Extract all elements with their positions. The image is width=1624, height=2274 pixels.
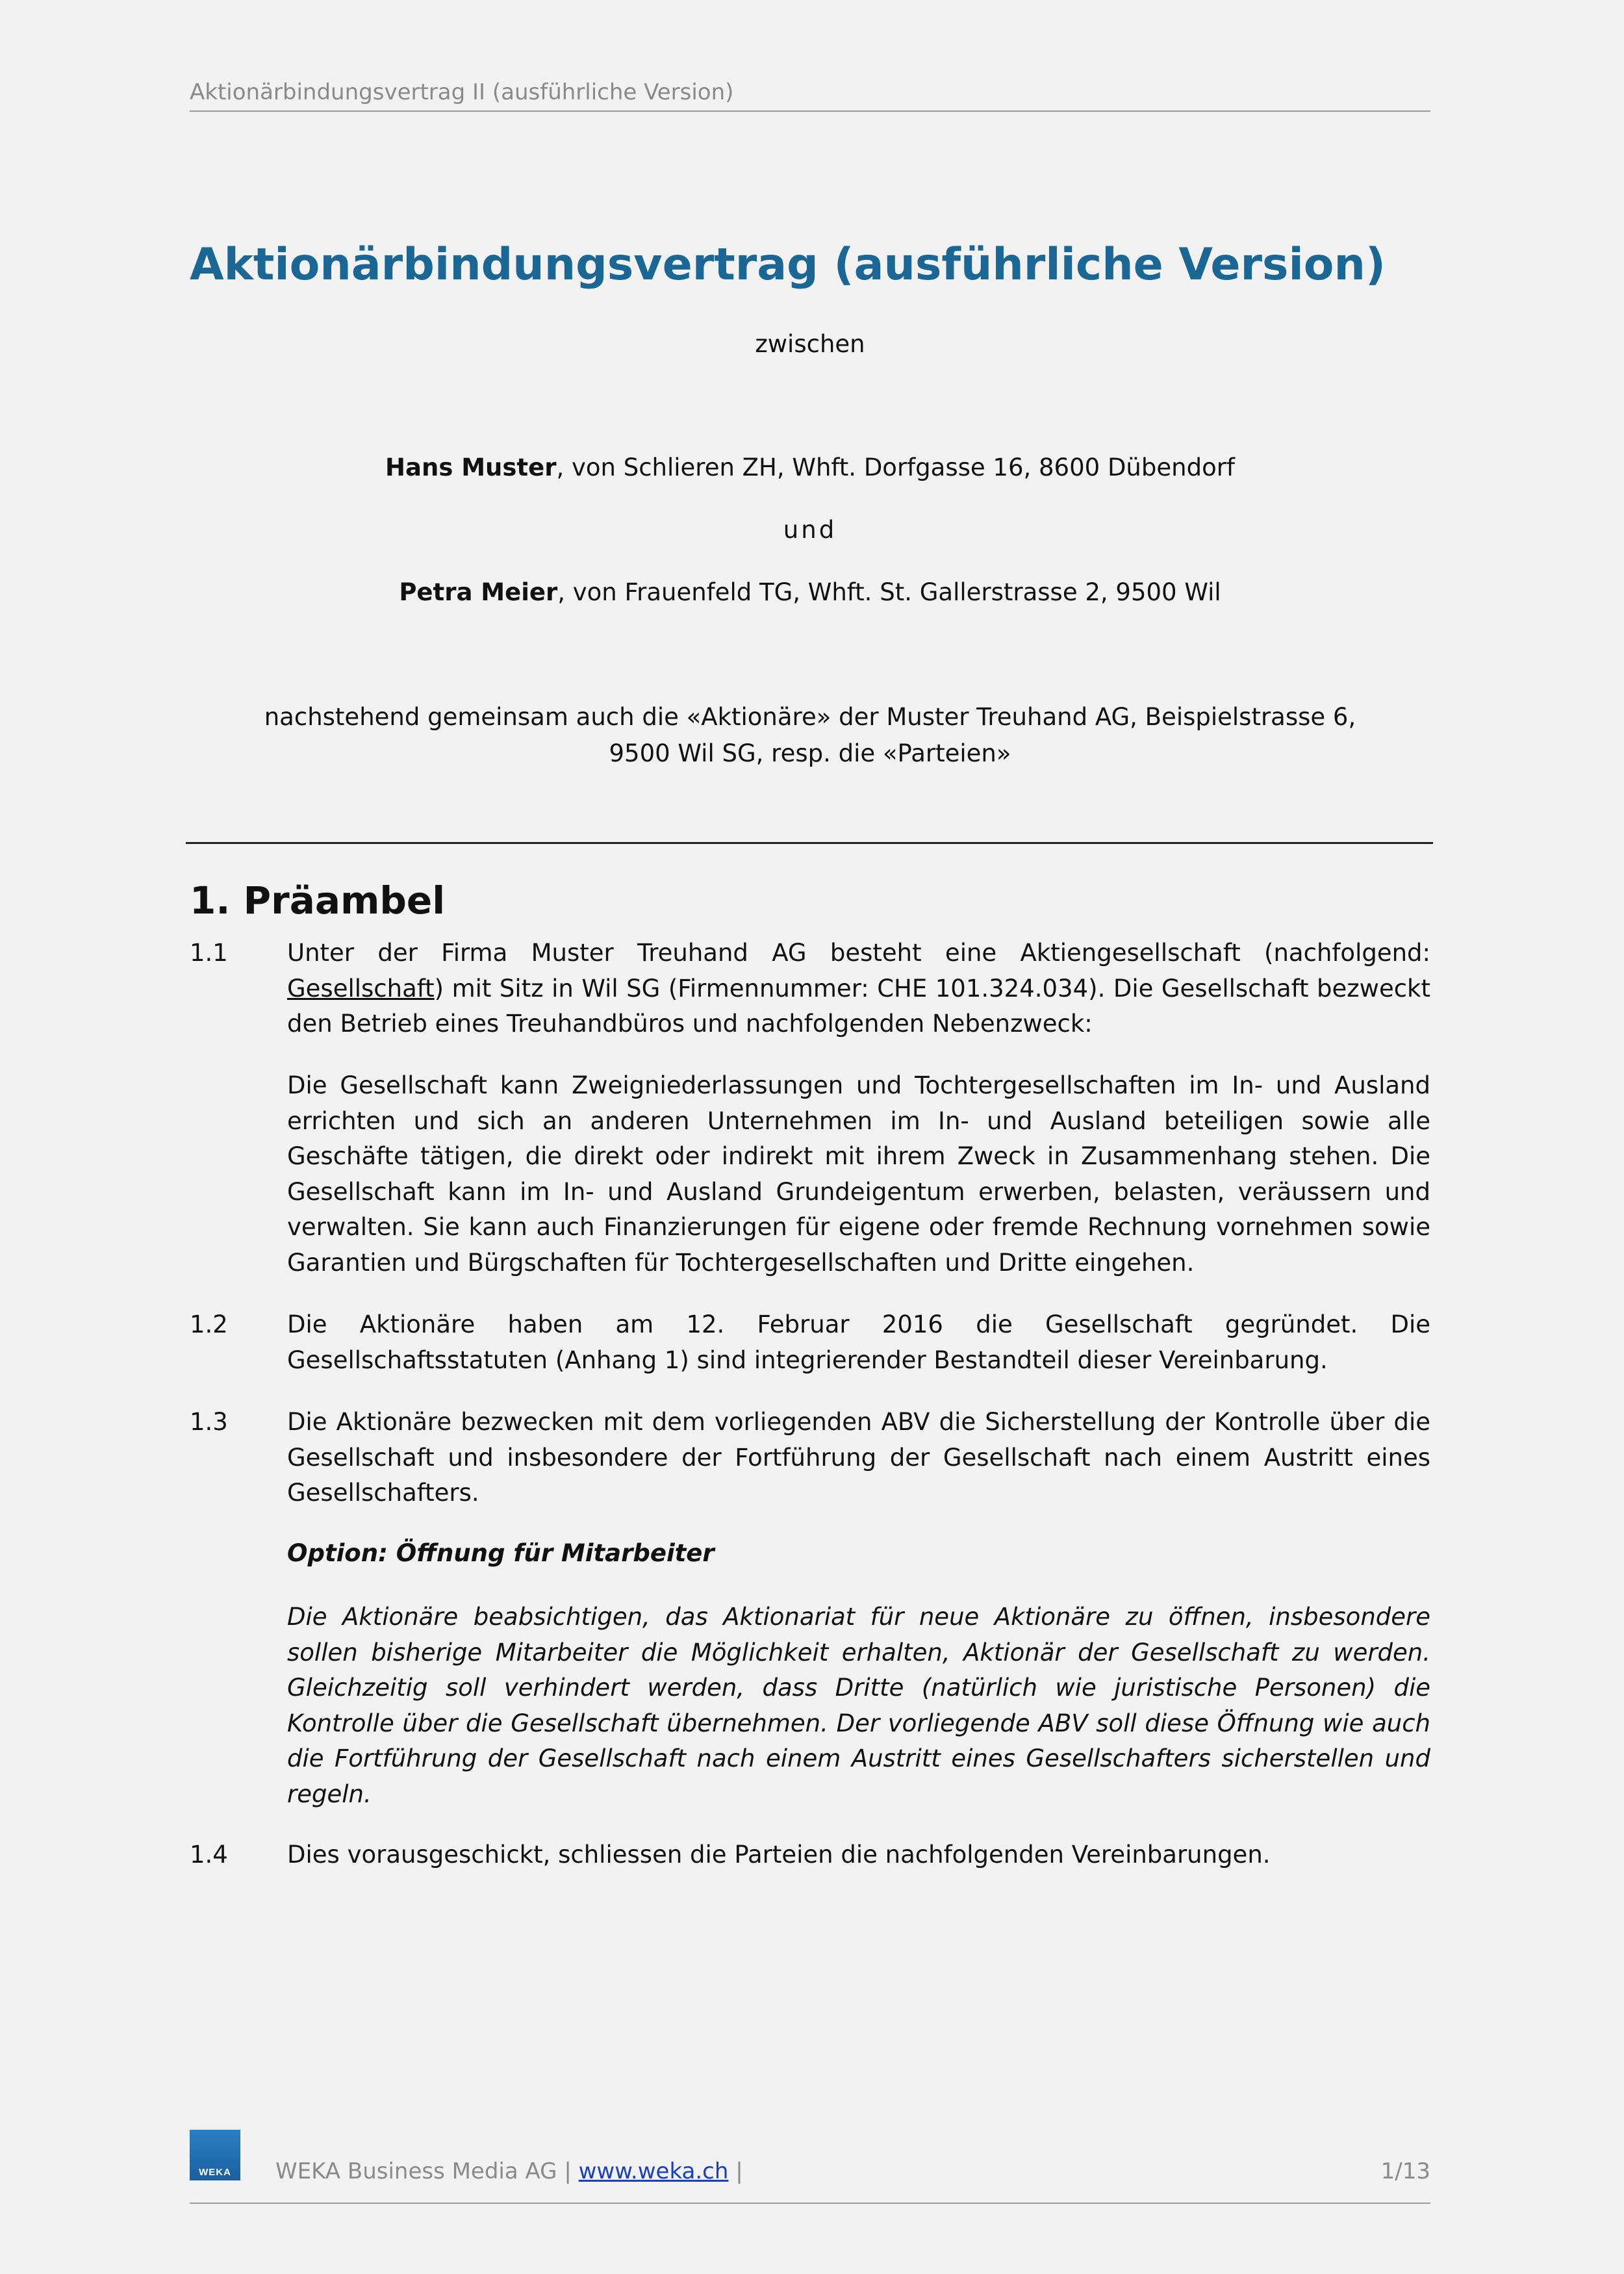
paragraph-number: 1.2: [190, 1310, 228, 1338]
section-heading-praeambel: 1. Präambel: [190, 878, 446, 923]
option-text: Die Aktionäre beabsichtigen, das Aktionariat für neue Aktionäre zu öffnen, insbesondere sollen bisherige Mitarbeiter die Möglichkeit erhalten, Aktionär der Gesellschaft zu werden. Gleichzeitig soll verhindert werden, dass Dritte (natürlich wie juristische Personen) die Kontrolle über die Gesellschaft übernehmen. Der vorliegende ABV soll diese Öffnung wie auch die Fortführung der Gesellschaft nach einem Austritt eines Gesellschafters sicherstellen und regeln.: [287, 1603, 1430, 1808]
paragraph-text: Dies vorausgeschickt, schliessen die Parteien die nachfolgenden Vereinbarungen.: [287, 1841, 1271, 1869]
collective-designation: [190, 699, 1430, 772]
company-purpose-text: Die Gesellschaft kann Zweigniederlassungen und Tochtergesellschaften im In- und Ausland errichten und sich an anderen Unternehmen im In- und Ausland beteiligen sowie alle Geschäfte tätigen, die direkt oder indirekt mit ihrem Zweck in Zusammenhang stehen. Die Gesellschaft kann im In- und Ausland Grundeigentum erwerben, belasten, veräussern und verwalten. Sie kann auch Finanzierungen für eigene oder fremde Rechnung vornehmen sowie Garantien und Bürgschaften für Tochtergesellschaften und Dritte eingehen.: [287, 1071, 1430, 1277]
footer-divider: [190, 2203, 1430, 2204]
collective-line-2: 9500 Wil SG, resp. die «Parteien»: [609, 739, 1011, 767]
collective-line-1: nachstehend gemeinsam auch die «Aktionäre» der Muster Treuhand AG, Beispielstrasse 6,: [264, 703, 1356, 731]
defined-term: Gesellschaft: [287, 974, 435, 1003]
party-2: [190, 574, 1430, 611]
footer-publisher: [275, 2158, 743, 2184]
paragraph-text: Unter der Firma Muster Treuhand AG besteht eine Aktiengesellschaft (nachfolgend: Gesellschaft) mit Sitz in Wil SG (Firmennummer: CHE 101.324.034). Die Gesellschaft bezweckt den Betrieb eines Treuhandbüros und nachfolgenden Nebenzweck:: [287, 939, 1430, 1038]
paragraph-number: 1.1: [190, 939, 228, 967]
paragraph-text: Die Aktionäre haben am 12. Februar 2016 die Gesellschaft gegründet. Die Gesellschaftsstatuten (Anhang 1) sind integrierender Bestandteil dieser Vereinbarung.: [287, 1310, 1430, 1374]
party-2-name: Petra Meier: [399, 578, 558, 606]
paragraph-number: 1.3: [190, 1408, 228, 1436]
weka-logo: [190, 2130, 240, 2180]
footer-company: WEKA Business Media AG |: [275, 2158, 579, 2184]
party-1-name: Hans Muster: [385, 454, 557, 481]
page-number: 1/13: [1380, 2158, 1430, 2184]
party-2-details: , von Frauenfeld TG, Whft. St. Gallerstrasse 2, 9500 Wil: [557, 578, 1221, 606]
party-1: [190, 450, 1430, 486]
paragraph-text: Die Aktionäre bezwecken mit dem vorliegenden ABV die Sicherstellung der Kontrolle über die Gesellschaft und insbesondere der Fortführung der Gesellschaft nach einem Austritt eines Gesellschafters.: [287, 1408, 1430, 1507]
paragraph-1-3: [190, 1405, 1430, 1511]
footer-website-link[interactable]: www.weka.ch: [578, 2158, 729, 2184]
paragraph-number: 1.4: [190, 1841, 228, 1869]
paragraph-1-2: [190, 1307, 1430, 1378]
paragraph-1-1: [190, 936, 1430, 1042]
document-title: Aktionärbindungsvertrag (ausführliche Version): [190, 239, 1386, 290]
running-header: Aktionärbindungsvertrag II (ausführliche Version): [190, 79, 1430, 112]
footer-separator: |: [728, 2158, 743, 2184]
option-heading: Option: Öffnung für Mitarbeiter: [287, 1539, 715, 1567]
between-label: zwischen: [755, 330, 865, 358]
weka-logo-text: WEKA: [199, 2167, 231, 2178]
and-label: und: [783, 516, 837, 544]
party-1-details: , von Schlieren ZH, Whft. Dorfgasse 16, 8600 Dübendorf: [556, 454, 1235, 481]
section-divider: [186, 842, 1433, 844]
paragraph-1-4: [190, 1837, 1430, 1873]
